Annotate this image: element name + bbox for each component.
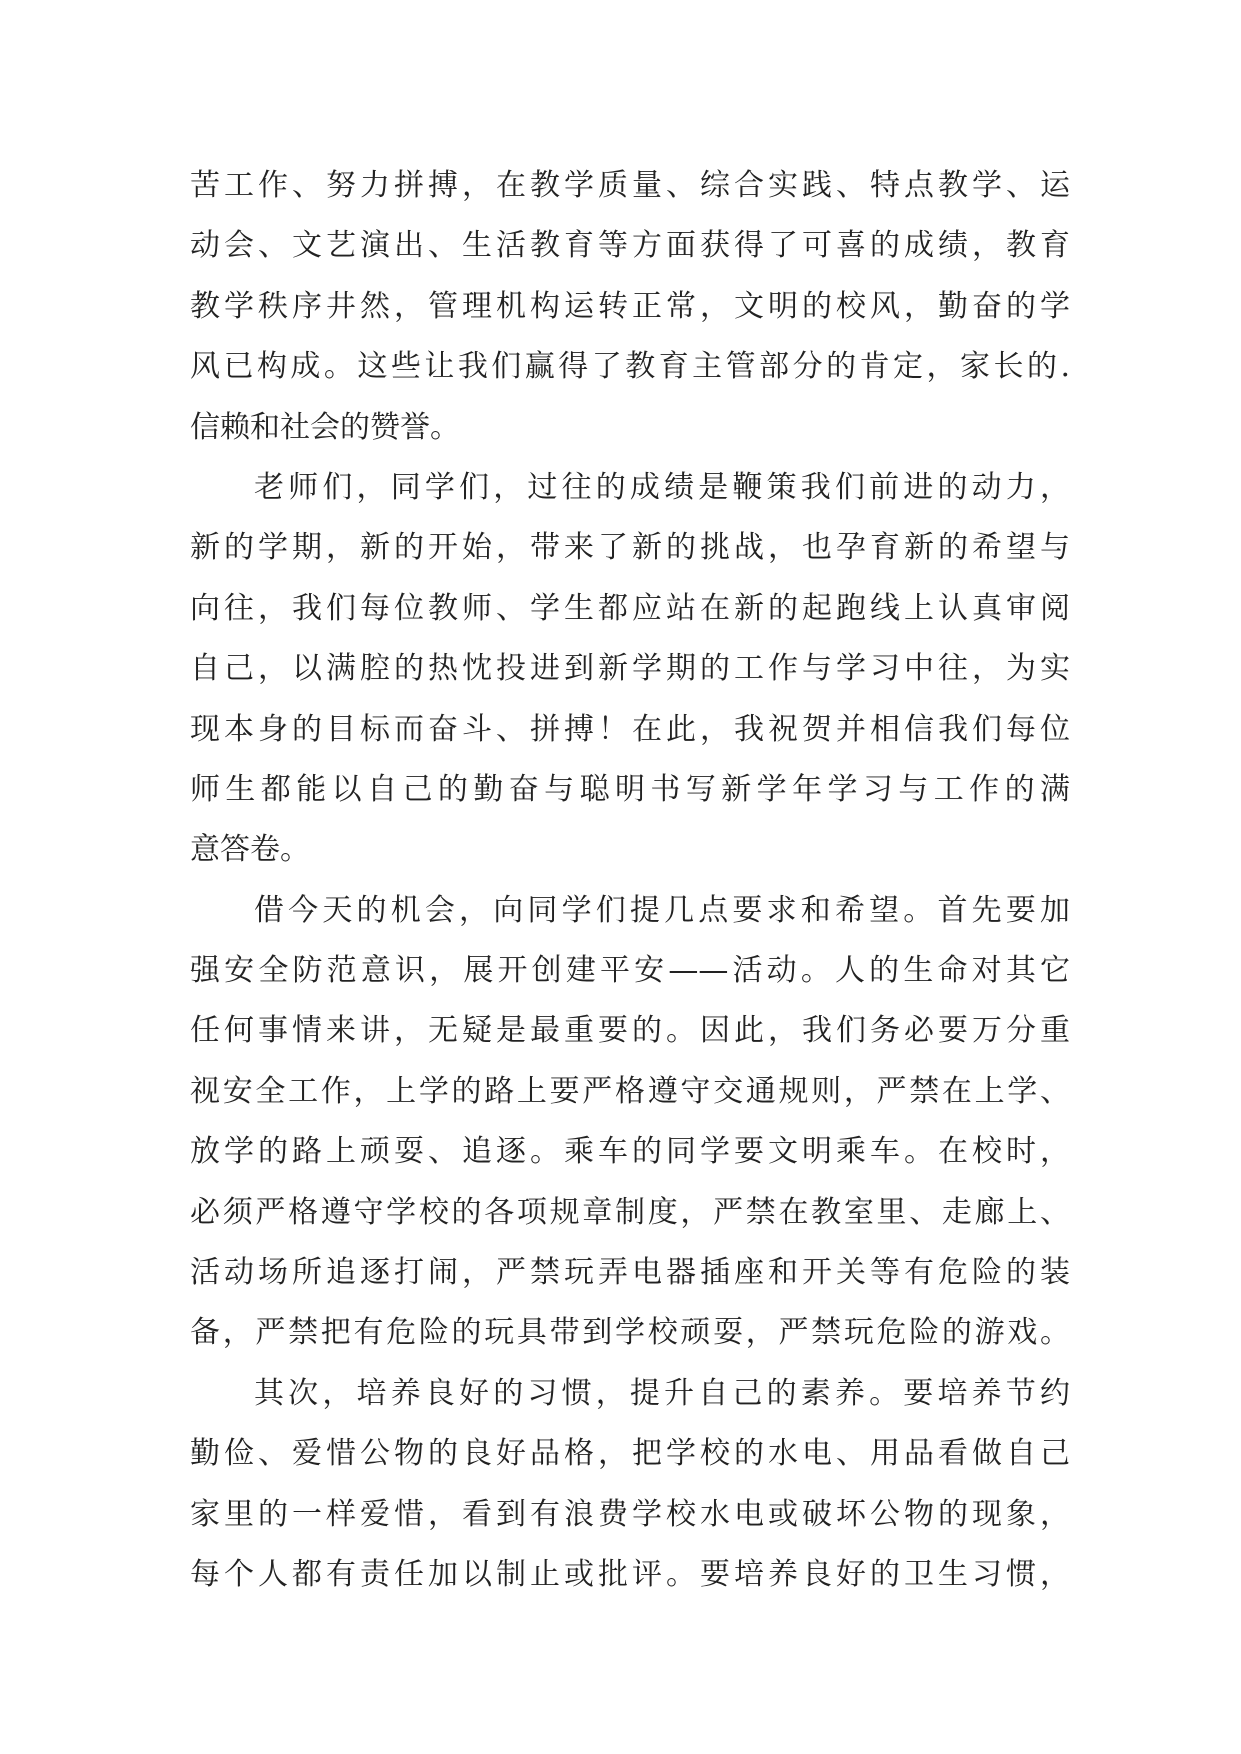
- text-line: 新的学期，新的开始，带来了新的挑战，也孕育新的希望与: [190, 530, 1070, 566]
- text-line: 强安全防范意识，展开创建平安——活动。人的生命对其它: [190, 953, 1070, 989]
- text-line: 视安全工作，上学的路上要严格遵守交通规则，严禁在上学、: [190, 1073, 1070, 1109]
- paragraph-first-line: 其次，培养良好的习惯，提升自己的素养。要培养节约: [254, 1375, 1070, 1411]
- body-text: [190, 156, 1070, 1605]
- text-line: 苦工作、努力拼搏，在教学质量、综合实践、特点教学、运: [190, 168, 1070, 203]
- text-line: 备，严禁把有危险的玩具带到学校顽耍，严禁玩危险的游戏。: [190, 1315, 1070, 1351]
- text-line: 现本身的目标而奋斗、拼搏！在此，我祝贺并相信我们每位: [190, 711, 1070, 747]
- text-line: 勤俭、爱惜公物的良好品格，把学校的水电、用品看做自己: [190, 1436, 1070, 1472]
- text-line: 任何事情来讲，无疑是最重要的。因此，我们务必要万分重: [190, 1013, 1070, 1049]
- paragraph-first-line: 借今天的机会，向同学们提几点要求和希望。首先要加: [254, 892, 1070, 928]
- text-line: 自己，以满腔的热忱投进到新学期的工作与学习中往，为实: [190, 651, 1070, 687]
- paragraph-first-line: 老师们，同学们，过往的成绩是鞭策我们前进的动力，: [254, 469, 1070, 505]
- text-line: 必须严格遵守学校的各项规章制度，严禁在教室里、走廊上、: [190, 1194, 1070, 1230]
- text-line: 活动场所追逐打闹，严禁玩弄电器插座和开关等有危险的装: [190, 1255, 1070, 1291]
- text-line: 风已构成。这些让我们赢得了教育主管部分的肯定，家长的.: [190, 349, 1070, 385]
- text-line: 信赖和社会的赞誉。: [190, 409, 460, 445]
- text-line: 意答卷。: [190, 832, 310, 868]
- text-line: 每个人都有责任加以制止或批评。要培养良好的卫生习惯，: [190, 1556, 1070, 1592]
- text-line: 家里的一样爱惜，看到有浪费学校水电或破坏公物的现象，: [190, 1496, 1070, 1532]
- text-line: 放学的路上顽耍、追逐。乘车的同学要文明乘车。在校时，: [190, 1134, 1070, 1170]
- text-line: 师生都能以自己的勤奋与聪明书写新学年学习与工作的满: [190, 771, 1070, 807]
- text-line: 动会、文艺演出、生活教育等方面获得了可喜的成绩，教育: [190, 228, 1070, 264]
- text-line: 向往，我们每位教师、学生都应站在新的起跑线上认真审阅: [190, 590, 1070, 626]
- text-line: 教学秩序井然，管理机构运转正常，文明的校风，勤奋的学: [190, 288, 1070, 324]
